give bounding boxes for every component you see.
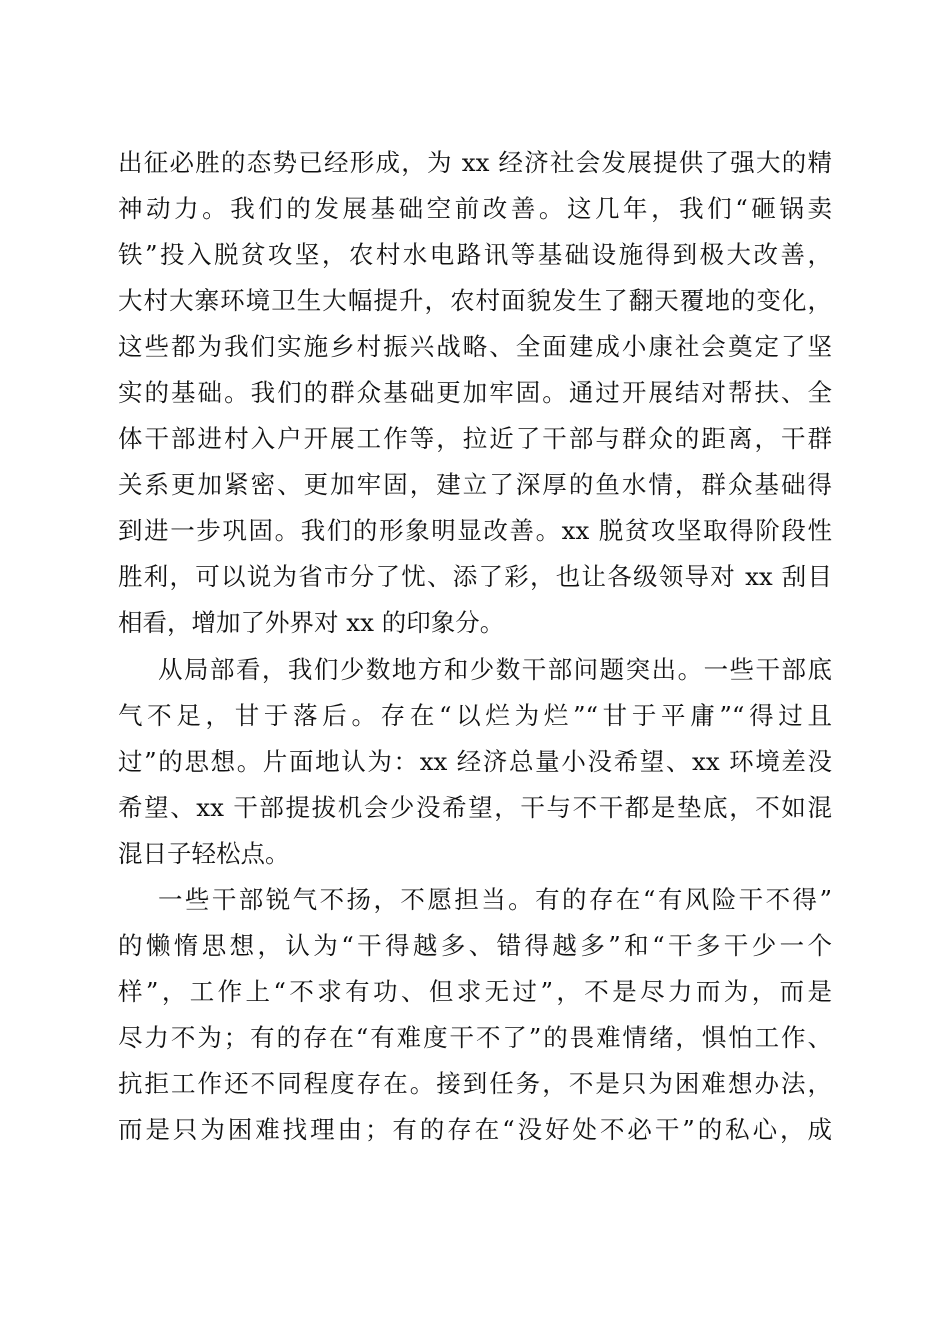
- document-body: [118, 140, 832, 1153]
- text-line-content: 到进一步巩固。我们的形象明显改善。xx 脱贫攻坚取得阶段性: [118, 516, 832, 546]
- text-line-content: 这些都为我们实施乡村振兴战略、全面建成小康社会奠定了坚: [118, 332, 832, 362]
- text-line: [118, 186, 832, 232]
- text-line-content: 希望、xx 干部提拔机会少没希望，干与不干都是垫底，不如混: [118, 792, 832, 822]
- text-line-content: 气不足，甘于落后。存在“以烂为烂”“甘于平庸”“得过且: [118, 700, 832, 730]
- text-line: [118, 554, 832, 600]
- text-line: [118, 508, 832, 554]
- text-line: [118, 416, 832, 462]
- text-line: [118, 739, 832, 785]
- text-line: [118, 232, 832, 278]
- text-line-content: 大村大寨环境卫生大幅提升，农村面貌发生了翻天覆地的变化，: [118, 286, 832, 316]
- text-line: [118, 877, 832, 923]
- text-line-content: 样”，工作上“不求有功、但求无过”，不是尽力而为，而是: [118, 976, 832, 1006]
- text-line: [118, 831, 832, 877]
- text-line-content: 实的基础。我们的群众基础更加牢固。通过开展结对帮扶、全: [118, 378, 832, 408]
- text-line: [118, 370, 832, 416]
- text-line: [118, 1015, 832, 1061]
- text-line-content: 从局部看，我们少数地方和少数干部问题突出。一些干部底: [158, 654, 832, 684]
- text-line-content: 关系更加紧密、更加牢固，建立了深厚的鱼水情，群众基础得: [118, 470, 832, 500]
- text-line-content: 而是只为困难找理由；有的存在“没好处不必干”的私心，成: [118, 1114, 832, 1144]
- text-line: [118, 1107, 832, 1153]
- text-line: [118, 923, 832, 969]
- text-line-content: 体干部进村入户开展工作等，拉近了干部与群众的距离，干群: [118, 424, 832, 454]
- text-line-content: 出征必胜的态势已经形成，为 xx 经济社会发展提供了强大的精: [118, 148, 832, 177]
- text-line: [118, 647, 832, 693]
- text-line-content: 胜利，可以说为省市分了忧、添了彩，也让各级领导对 xx 刮目: [118, 562, 832, 592]
- text-line: [118, 693, 832, 739]
- text-line-content: 尽力不为；有的存在“有难度干不了”的畏难情绪，惧怕工作、: [118, 1022, 832, 1052]
- text-line-content: 抗拒工作还不同程度存在。接到任务，不是只为困难想办法，: [118, 1068, 832, 1098]
- text-line: [118, 785, 832, 831]
- text-line: [118, 140, 832, 186]
- text-line-content: 过”的思想。片面地认为：xx 经济总量小没希望、xx 环境差没: [118, 746, 832, 776]
- text-line: [118, 462, 832, 508]
- text-line-content: 的懒惰思想，认为“干得越多、错得越多”和“干多干少一个: [118, 930, 832, 960]
- text-line-content: 一些干部锐气不扬，不愿担当。有的存在“有风险干不得”: [158, 884, 832, 914]
- text-line: [118, 278, 832, 324]
- text-line-content: 神动力。我们的发展基础空前改善。这几年，我们“砸锅卖: [118, 194, 832, 224]
- text-line: [118, 969, 832, 1015]
- text-line-content: 铁”投入脱贫攻坚，农村水电路讯等基础设施得到极大改善，: [118, 240, 832, 270]
- text-line: [118, 1061, 832, 1107]
- text-line: [118, 600, 832, 646]
- text-line: [118, 324, 832, 370]
- text-line-content: 混日子轻松点。: [118, 838, 290, 868]
- text-line-content: 相看，增加了外界对 xx 的印象分。: [118, 608, 505, 638]
